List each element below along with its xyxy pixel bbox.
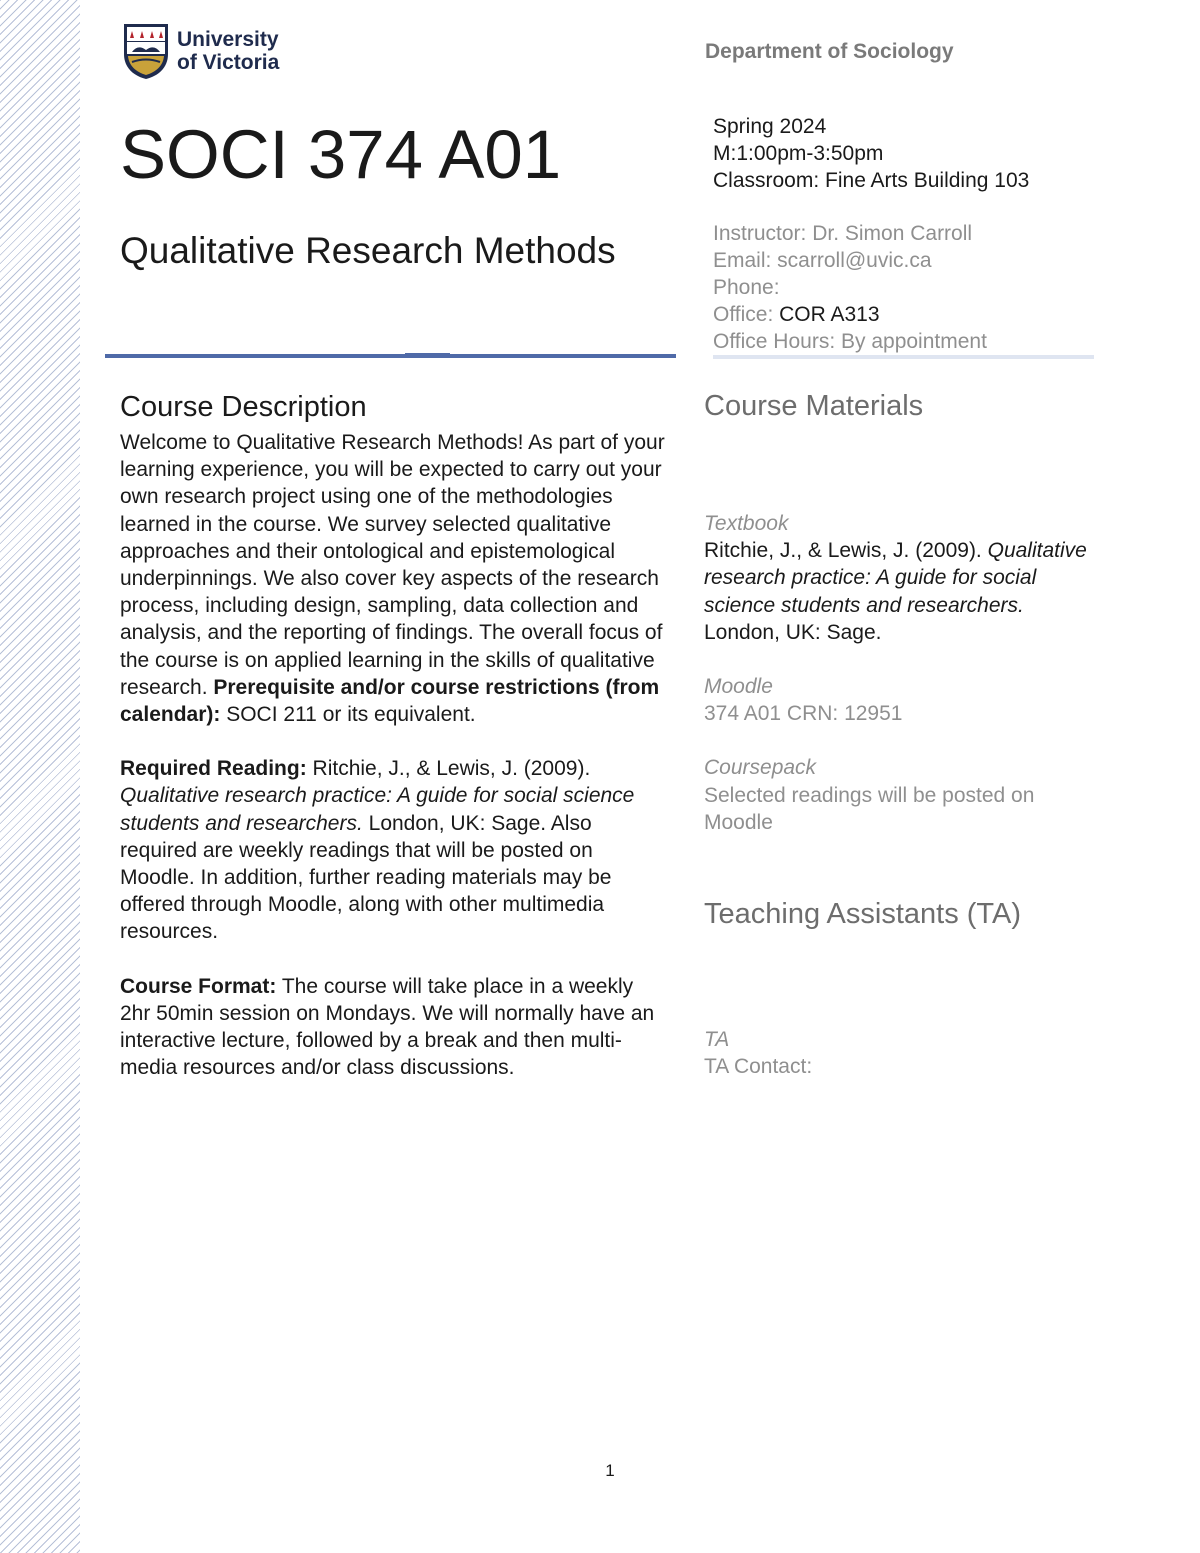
university-crest-icon bbox=[122, 22, 170, 80]
term: Spring 2024 bbox=[713, 115, 827, 138]
office-hours: Office Hours: By appointment bbox=[713, 330, 987, 353]
office-label: Office: bbox=[713, 303, 780, 326]
course-format-value: The course will take place in a weekly 2hr 50min session on Mondays. We will normally have an interactive lecture, followed by a break and then multi-media resources and/or class discussions. bbox=[120, 974, 655, 1080]
moodle-value: 374 A01 CRN: 12951 bbox=[704, 702, 903, 726]
course-description-heading: Course Description bbox=[120, 391, 367, 423]
course-format-label: Course Format: bbox=[120, 974, 277, 998]
instructor-phone: Phone: bbox=[713, 276, 780, 299]
prerequisite-label: Prerequisite and/or course restrictions (from calendar): bbox=[120, 675, 660, 727]
textbook-rest: London, UK: Sage. bbox=[704, 620, 882, 644]
ta-label: TA bbox=[704, 1028, 730, 1052]
university-wordmark bbox=[177, 28, 279, 74]
coursepack-value: Selected readings will be posted on Moodle bbox=[704, 783, 1035, 834]
office bbox=[713, 301, 1093, 328]
header-divider-left bbox=[105, 354, 676, 358]
course-description-paragraph bbox=[120, 429, 665, 728]
textbook-citation bbox=[704, 537, 1104, 646]
header-divider-right bbox=[713, 355, 1094, 359]
course-materials-heading: Course Materials bbox=[704, 390, 924, 422]
sidebar-column bbox=[704, 388, 1104, 1080]
coursepack-label: Coursepack bbox=[704, 756, 817, 780]
course-description-section bbox=[120, 389, 665, 1108]
course-code: SOCI 374 A01 bbox=[120, 116, 562, 193]
ta-contact: TA Contact: bbox=[704, 1055, 813, 1079]
required-reading-rest: London, UK: Sage. Also required are weekly readings that will be posted on Moodle. In addition, further reading materials may be offered through Moodle, along with other multimedia resources. bbox=[120, 811, 612, 944]
university-logo bbox=[122, 22, 279, 80]
page-number: 1 bbox=[605, 1461, 615, 1480]
moodle-label: Moodle bbox=[704, 675, 773, 699]
required-reading-paragraph bbox=[120, 755, 665, 945]
required-reading-book: Qualitative research practice: A guide for social science students and researchers. bbox=[120, 784, 635, 835]
meeting-time: M:1:00pm-3:50pm bbox=[713, 142, 884, 165]
instructor-email[interactable]: Email: scarroll@uvic.ca bbox=[713, 249, 932, 272]
course-info-block bbox=[713, 113, 1093, 355]
required-reading-authors: Ritchie, J., & Lewis, J. (2009). bbox=[306, 757, 591, 781]
department-name: Department of Sociology bbox=[705, 40, 954, 63]
office-value: COR A313 bbox=[779, 303, 880, 326]
required-reading-label: Required Reading: bbox=[120, 757, 307, 781]
textbook-authors: Ritchie, J., & Lewis, J. (2009). bbox=[704, 539, 988, 563]
instructor: Instructor: Dr. Simon Carroll bbox=[713, 222, 973, 245]
decorative-side-stripe bbox=[0, 0, 80, 1553]
course-format-paragraph bbox=[120, 973, 665, 1082]
textbook-title: Qualitative research practice: A guide for social science students and researchers. bbox=[704, 539, 1087, 617]
description-body: Welcome to Qualitative Research Methods! As part of your learning experience, you will be expected to carry out your own research project using one of the methodologies learned in the course. We survey selected qualitative approaches and their ontological and epistemological underpinnings. We also cover key aspects of the research process, including design, sampling, data collection and analysis, and the reporting of findings. The overall focus of the course is on applied learning in the skills of qualitative research. bbox=[120, 431, 665, 699]
logo-line-university: University bbox=[177, 28, 279, 51]
logo-line-victoria: of Victoria bbox=[177, 51, 280, 74]
course-title: Qualitative Research Methods bbox=[120, 230, 616, 271]
classroom: Classroom: Fine Arts Building 103 bbox=[713, 169, 1030, 192]
textbook-label: Textbook bbox=[704, 512, 789, 535]
header-divider-notch bbox=[405, 353, 450, 355]
teaching-assistants-heading: Teaching Assistants (TA) bbox=[704, 898, 1021, 931]
prerequisite-value: SOCI 211 or its equivalent. bbox=[220, 703, 476, 727]
